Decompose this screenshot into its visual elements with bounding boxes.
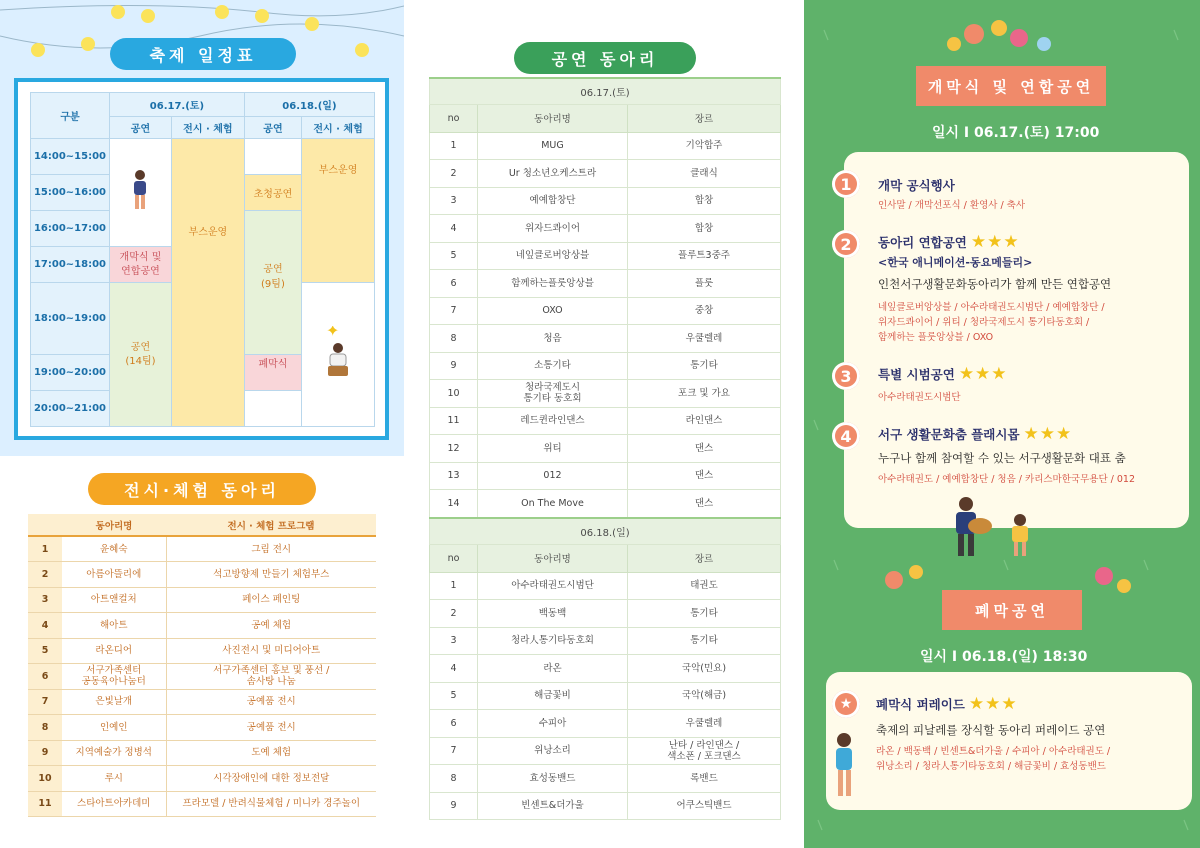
club-name: 위자드콰이어 <box>478 215 628 243</box>
row-number: 2 <box>28 562 62 588</box>
opening-ribbon: 개막식 및 연합공연 <box>916 66 1106 106</box>
row-number: 5 <box>28 638 62 664</box>
exhibit-title: 전시·체험 동아리 <box>88 473 316 505</box>
row-number: 9 <box>28 740 62 766</box>
no-header: no <box>430 104 478 132</box>
time-slot: 20:00~21:00 <box>31 391 110 427</box>
row-number: 3 <box>430 627 478 655</box>
number-badge: 3 <box>832 362 860 390</box>
table-row <box>28 587 376 613</box>
table-row <box>430 710 781 738</box>
table-row <box>430 655 781 683</box>
row-number: 1 <box>28 536 62 562</box>
sub-header: 공연 <box>110 117 172 139</box>
row-number: 4 <box>430 215 478 243</box>
table-row <box>430 490 781 518</box>
table-row <box>430 380 781 408</box>
rating-stars: ★★★ <box>1023 424 1073 444</box>
genre: 우쿨렐레 <box>628 325 781 353</box>
opening-label: 개막식 및 연합공연 <box>119 251 162 277</box>
genre: 댄스 <box>628 435 781 463</box>
table-row <box>430 600 781 628</box>
svg-text:✦: ✦ <box>326 326 340 340</box>
club-name: 해금꽃비 <box>478 682 628 710</box>
item-description: 축제의 피날레를 장식할 동아리 퍼레이드 공연 <box>876 723 1106 737</box>
item-detail: 인사말 / 개막선포식 / 환영사 / 축사 <box>878 200 1026 211</box>
invite-performance: 초청공연 <box>244 175 301 211</box>
table-row <box>28 715 376 741</box>
program: 공예품 전시 <box>166 689 376 715</box>
club-name: 백동백 <box>478 600 628 628</box>
genre: 댄스 <box>628 490 781 518</box>
row-number: 1 <box>430 572 478 600</box>
club-name: 서구가족센터 공동육아나눔터 <box>62 664 166 690</box>
booth-operation-day1 <box>171 139 244 427</box>
number-badge: 2 <box>832 230 860 258</box>
col-group-label: 구분 <box>31 93 110 139</box>
genre: 통기타 <box>628 352 781 380</box>
genre: 플룻 <box>628 270 781 298</box>
genre: 국악(민요) <box>628 655 781 683</box>
schedule-frame <box>14 78 389 440</box>
genre: 통기타 <box>628 600 781 628</box>
empty-cell <box>302 283 375 427</box>
performance-title: 공연 동아리 <box>514 42 696 74</box>
program: 프라모델 / 반려식물체험 / 미니카 경주놀이 <box>166 791 376 817</box>
table-row <box>430 627 781 655</box>
club-name: 인예인 <box>62 715 166 741</box>
table-row <box>430 325 781 353</box>
table-row <box>430 737 781 765</box>
genre: 기악합주 <box>628 132 781 160</box>
genre: 합창 <box>628 187 781 215</box>
middle-panel <box>404 0 804 848</box>
table-row <box>28 740 376 766</box>
genre: 어쿠스틱밴드 <box>628 792 781 820</box>
genre: 태권도 <box>628 572 781 600</box>
rating-stars: ★★★ <box>958 364 1008 384</box>
left-panel <box>0 0 404 848</box>
closing-ribbon: 폐막공연 <box>942 590 1082 630</box>
schedule-title: 축제 일정표 <box>110 38 296 70</box>
table-row <box>430 792 781 820</box>
row-number: 9 <box>430 352 478 380</box>
table-row <box>430 572 781 600</box>
program: 서구가족센터 홍보 및 풍선 / 솜사탕 나눔 <box>166 664 376 690</box>
club-name: MUG <box>478 132 628 160</box>
perf9-label: 공연 (9팀) <box>261 263 285 290</box>
genre: 포크 및 가요 <box>628 380 781 408</box>
row-number: 7 <box>430 297 478 325</box>
club-name: 청라국제도시 통기타 동호회 <box>478 380 628 408</box>
club-name: 함께하는플룻앙상블 <box>478 270 628 298</box>
item-title: 폐막식 퍼레이드 <box>876 697 965 712</box>
club-name: 수피아 <box>478 710 628 738</box>
empty-cell <box>244 391 301 427</box>
item-title: 개막 공식행사 <box>878 178 955 193</box>
table-row <box>430 435 781 463</box>
club-name: 해아트 <box>62 613 166 639</box>
table-row <box>430 160 781 188</box>
trumpet-player-illustration <box>824 730 864 810</box>
item-description: 누구나 함께 참여할 수 있는 서구생활문화 대표 춤 <box>878 451 1126 465</box>
item-title-row <box>876 694 1018 714</box>
club-name: 효성동밴드 <box>478 765 628 793</box>
table-row <box>28 664 376 690</box>
table-row <box>430 270 781 298</box>
club-name: 지역예술가 정병석 <box>62 740 166 766</box>
item-description: 인천서구생활문화동아리가 함께 만든 연합공연 <box>878 277 1112 291</box>
table-row <box>28 638 376 664</box>
program: 공예 체험 <box>166 613 376 639</box>
table-row <box>430 462 781 490</box>
rating-stars: ★★★ <box>968 694 1018 714</box>
club-name: 위낭소리 <box>478 737 628 765</box>
row-number: 6 <box>430 710 478 738</box>
row-number: 5 <box>430 242 478 270</box>
program: 사진전시 및 미디어아트 <box>166 638 376 664</box>
item-title: 서구 생활문화춤 플래시몹 <box>878 427 1020 442</box>
opening-card <box>840 152 1189 528</box>
genre: 중창 <box>628 297 781 325</box>
row-number: 3 <box>430 187 478 215</box>
program: 페이스 페인팅 <box>166 587 376 613</box>
day-header: 06.17.(토) <box>430 78 781 104</box>
table-row <box>28 562 376 588</box>
booth-label: 부스운영 <box>188 226 228 238</box>
club-name: 스타아트아카데미 <box>62 791 166 817</box>
star-icon: ★ <box>832 690 860 718</box>
name-header: 동아리명 <box>478 544 628 572</box>
row-number: 4 <box>28 613 62 639</box>
genre: 국악(해금) <box>628 682 781 710</box>
item-title-row <box>878 232 1020 252</box>
club-name: 은빛날개 <box>62 689 166 715</box>
row-number: 10 <box>28 766 62 792</box>
genre: 댄스 <box>628 462 781 490</box>
row-number: 4 <box>430 655 478 683</box>
program: 그림 전시 <box>166 536 376 562</box>
row-number: 6 <box>28 664 62 690</box>
program: 공예품 전시 <box>166 715 376 741</box>
table-row <box>430 187 781 215</box>
table-row <box>28 791 376 817</box>
genre: 우쿨렐레 <box>628 710 781 738</box>
item-detail: 네잎클로버앙상블 / 아수라태권도시범단 / 예예합창단 / 위자드콰이어 / 위티 / 청라국제도시 통기타동호회 / 함께하는 플룻앙상블 / OXO <box>878 302 1105 343</box>
item-detail: 아수라태권도시범단 <box>878 392 961 403</box>
number-badge: 4 <box>832 422 860 450</box>
club-name: 청라人통기타동호회 <box>478 627 628 655</box>
number-badge: 1 <box>832 170 860 198</box>
row-number: 8 <box>430 325 478 353</box>
row-number: 3 <box>28 587 62 613</box>
row-number: 10 <box>430 380 478 408</box>
name-header: 동아리명 <box>62 514 166 536</box>
performance-9-teams <box>244 211 301 355</box>
club-name: 012 <box>478 462 628 490</box>
club-name: 아수라태권도시범단 <box>478 572 628 600</box>
row-number: 11 <box>430 407 478 435</box>
club-name: 레드퀸라인댄스 <box>478 407 628 435</box>
club-name: 아트앤컬처 <box>62 587 166 613</box>
item-title: 특별 시범공연 <box>878 367 955 382</box>
row-number: 13 <box>430 462 478 490</box>
club-name: 소통기타 <box>478 352 628 380</box>
genre: 난타 / 라인댄스 / 색소폰 / 포크댄스 <box>628 737 781 765</box>
club-name: Ur 청소년오케스트라 <box>478 160 628 188</box>
item-title: 동아리 연합공연 <box>878 235 967 250</box>
genre: 합창 <box>628 215 781 243</box>
dancer-illustration <box>128 169 152 213</box>
table-row <box>430 682 781 710</box>
time-slot: 17:00~18:00 <box>31 247 110 283</box>
closing-date: 일시 I 06.18.(일) 18:30 <box>920 649 1088 665</box>
row-number: 8 <box>28 715 62 741</box>
sub-header: 전시 · 체험 <box>171 117 244 139</box>
club-name: 청음 <box>478 325 628 353</box>
perf14-label: 공연 (14팀) <box>125 341 156 367</box>
rating-stars: ★★★ <box>970 232 1020 252</box>
booth-label: 부스운영 <box>318 164 358 176</box>
table-row <box>430 242 781 270</box>
sub-header: 전시 · 체험 <box>302 117 375 139</box>
table-row <box>28 766 376 792</box>
no-header: no <box>430 544 478 572</box>
performance-table-day1 <box>429 77 781 518</box>
item-subtitle: <한국 애니메이션-동요메들리> <box>878 256 1033 269</box>
item-title-row <box>878 364 1008 384</box>
club-name: 위티 <box>478 435 628 463</box>
genre-header: 장르 <box>628 544 781 572</box>
booth-operation-day2 <box>302 139 375 283</box>
table-row <box>430 765 781 793</box>
program: 시각장애인에 대한 정보전달 <box>166 766 376 792</box>
club-name: 윤혜숙 <box>62 536 166 562</box>
row-number: 7 <box>430 737 478 765</box>
table-row <box>430 132 781 160</box>
row-number: 2 <box>430 600 478 628</box>
no-header <box>28 514 62 536</box>
closing-card <box>826 672 1192 810</box>
day-header: 06.18.(일) <box>430 518 781 544</box>
genre: 통기타 <box>628 627 781 655</box>
closing-ceremony: 폐막식 <box>244 355 301 391</box>
club-name: 네잎클로버앙상블 <box>478 242 628 270</box>
table-row <box>430 407 781 435</box>
row-number: 14 <box>430 490 478 518</box>
item-title-row <box>878 424 1072 444</box>
program: 석고방향제 만들기 체험부스 <box>166 562 376 588</box>
table-row <box>28 536 376 562</box>
table-row <box>28 613 376 639</box>
table-row <box>430 352 781 380</box>
row-number: 2 <box>430 160 478 188</box>
genre: 클래식 <box>628 160 781 188</box>
genre-header: 장르 <box>628 104 781 132</box>
row-number: 9 <box>430 792 478 820</box>
club-name: 빈센트&더가울 <box>478 792 628 820</box>
time-slot: 19:00~20:00 <box>31 355 110 391</box>
club-name: 아름아뜰리에 <box>62 562 166 588</box>
row-number: 1 <box>430 132 478 160</box>
genre: 라인댄스 <box>628 407 781 435</box>
club-name: On The Move <box>478 490 628 518</box>
right-panel <box>804 0 1200 848</box>
table-row <box>430 215 781 243</box>
drummer-illustration <box>318 326 358 380</box>
row-number: 8 <box>430 765 478 793</box>
table-row <box>430 297 781 325</box>
row-number: 12 <box>430 435 478 463</box>
name-header: 동아리명 <box>478 104 628 132</box>
club-name: 라온디어 <box>62 638 166 664</box>
day1-perf-empty <box>110 139 172 247</box>
club-name: 라온 <box>478 655 628 683</box>
schedule-table <box>30 92 375 427</box>
club-name: 루시 <box>62 766 166 792</box>
opening-date: 일시 I 06.17.(토) 17:00 <box>932 125 1100 141</box>
row-number: 11 <box>28 791 62 817</box>
club-name: 예예합창단 <box>478 187 628 215</box>
program: 도예 체험 <box>166 740 376 766</box>
guitar-player-illustration <box>944 492 1044 564</box>
performance-table-day2 <box>429 517 781 820</box>
day2-header: 06.18.(일) <box>244 93 374 117</box>
day1-header: 06.17.(토) <box>110 93 245 117</box>
genre: 록밴드 <box>628 765 781 793</box>
performance-14-teams <box>110 283 172 427</box>
club-name: OXO <box>478 297 628 325</box>
empty-cell <box>244 139 301 175</box>
time-slot: 18:00~19:00 <box>31 283 110 355</box>
time-slot: 14:00~15:00 <box>31 139 110 175</box>
row-number: 7 <box>28 689 62 715</box>
item-detail: 아수라태권도 / 예예합창단 / 청음 / 카리스마한국무용단 / 012 <box>878 474 1135 485</box>
table-row <box>28 689 376 715</box>
exhibit-table <box>28 514 376 817</box>
item-detail: 라온 / 백동백 / 빈센트&더가울 / 수피아 / 아수라태권도 / 위낭소리 / 청라人통기타동호회 / 해금꽃비 / 효성동밴드 <box>876 746 1111 772</box>
opening-ceremony <box>110 247 172 283</box>
time-slot: 16:00~17:00 <box>31 211 110 247</box>
row-number: 5 <box>430 682 478 710</box>
sub-header: 공연 <box>244 117 301 139</box>
genre: 플루트3중주 <box>628 242 781 270</box>
time-slot: 15:00~16:00 <box>31 175 110 211</box>
row-number: 6 <box>430 270 478 298</box>
schedule-section <box>0 0 404 456</box>
program-header: 전시 · 체험 프로그램 <box>166 514 376 536</box>
